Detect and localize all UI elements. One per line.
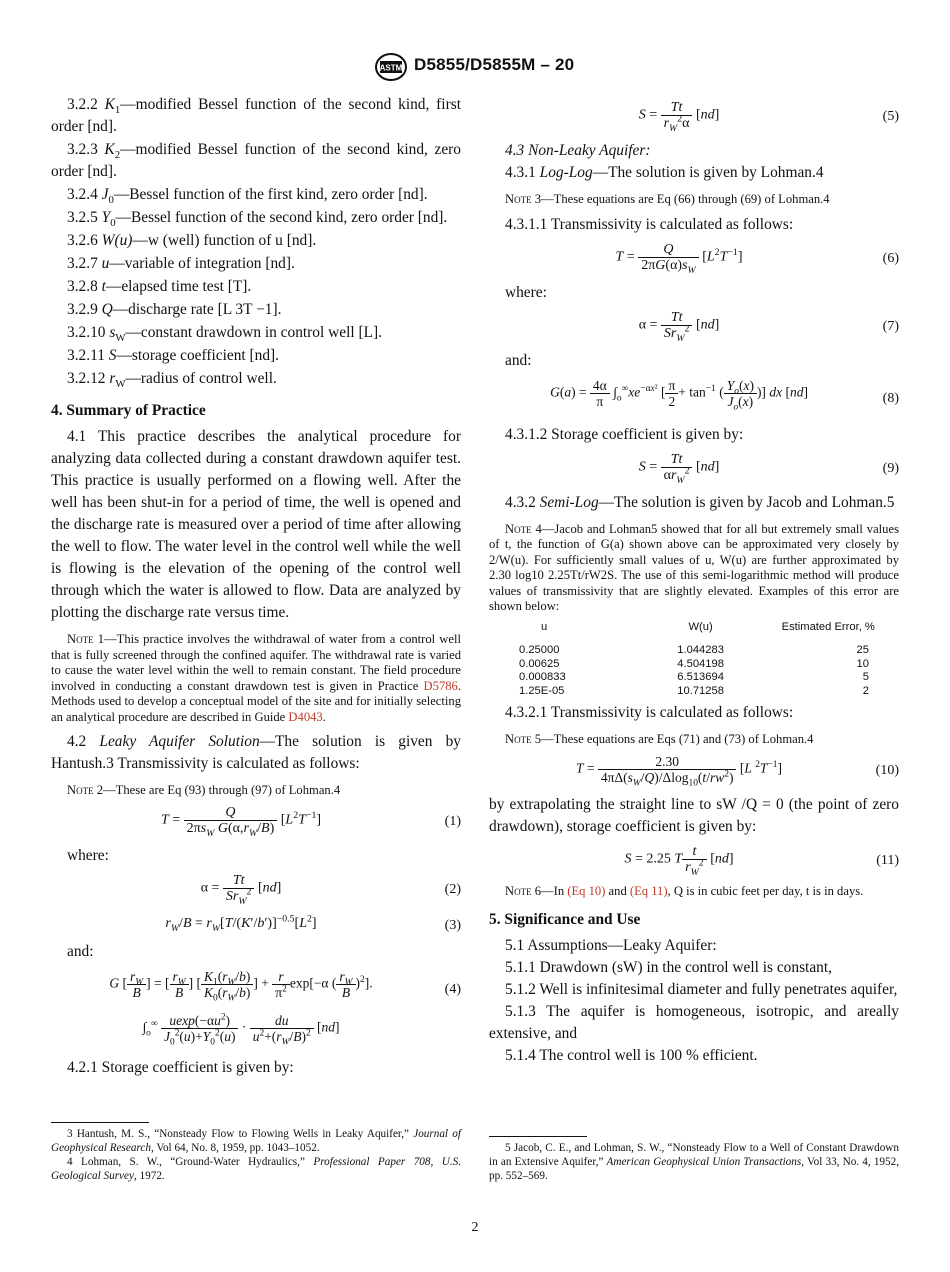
table-header: W(u) (688, 620, 713, 633)
note-6: Note 6—In (Eq 10) and (Eq 11), Q is in cubic feet per day, t is in days. (505, 883, 864, 898)
equation-8: G(a) = $\frac{4\alpha}{\pi}$ $\int_o^\infty xe^{-\alpha x^2}$ [ $\frac{\pi}{2}$ + $\tan^{-1}$ ( $\frac{Y_o(x)}{J_o(x)}$ )] dx [nd] (8) (550, 377, 899, 413)
paragraph-4-3-2: 4.3.2 Semi-Log—The solution is given by Jacob and Lohman.5 (505, 493, 895, 511)
paragraph-5-1-3: 5.1.3 The aquifer is homogeneous, isotropic, and areally extensive, and (489, 1003, 899, 1042)
equation-2: α = $\frac{Tt}{Sr_W^2}$ [nd] (2) (200, 872, 461, 907)
paragraph-5-1-2: 5.1.2 Well is infinitesimal diameter and fully penetrates aquifer, (505, 981, 898, 998)
paragraph-4-3: 4.3 Non-Leaky Aquifer: (505, 142, 651, 159)
note-2: Note 2—These are Eq (93) through (97) of Lohman.4 (67, 783, 341, 797)
definition-item: 3.2.2 $K_1—modified$ Bessel function of the second kind, first order [nd]. (51, 96, 461, 135)
note-3: Note 3—These equations are Eq (66) through (69) of Lohman.4 (505, 192, 830, 206)
table-row: 0.25000 1.044283 25 (519, 644, 869, 656)
right-column (489, 94, 899, 1067)
and-label: and: (67, 942, 94, 960)
d4043-link[interactable]: D4043 (288, 709, 323, 724)
equation-5: S = $\frac{Tt}{r_W^2\alpha}$ [nd] (5) (638, 100, 899, 134)
table-row: 0.00625 4.504198 10 (519, 657, 869, 670)
paragraph-4-3-1: 4.3.1 Log-Log—The solution is given by Lohman.4 (505, 164, 824, 181)
error-table (519, 621, 899, 699)
paragraph-4-2: 4.2 Leaky Aquifer Solution—The solution is given by Hantush.3 Transmissivity is calculated as follows: (51, 733, 461, 772)
svg-text:ASTM: ASTM (379, 63, 403, 73)
footnote-4: 4 Lohman, S. W., “Ground-Water Hydraulics,” Professional Paper 708, U.S. Geological Survey, 1972. (51, 1156, 461, 1182)
extrapolation-text: by extrapolating the straight line to sW /Q = 0 (the point of zero drawdown), storage coefficient is given by: (489, 795, 899, 835)
table-header: u (541, 620, 548, 633)
equation-4: G [ $\frac{r_W}{B}$ ] = [ $\frac{r_W}{B}$ ] [ $\frac{K_1(r_W/b)}{K_0(r_W/b)}$ ] + $\frac{r}{\pi^2}$ exp[−α ( $\frac{r_W}{B}$ )$^2$]. (4) (109, 968, 461, 1004)
right-footnotes (489, 1136, 899, 1183)
definition-item: 3.2.12 $r_W—radius$ of control well. (67, 370, 277, 391)
footnote-divider (489, 1136, 587, 1137)
equation-9: S = $\frac{Tt}{\alpha r_W^2}$ [nd] (9) (638, 451, 899, 486)
equation-10: T = $\frac{2.30}{4\pi\Delta(s_W/Q)/\Delta\log_{10}(t/rw^2)}$ [L $^2T^{-1}$] (10) (576, 753, 899, 789)
definition-item: 3.2.4 $J_0—Bessel$ function of the first kind, zero order [nd]. (67, 186, 428, 207)
section-heading: 5. Significance and Use (489, 911, 641, 928)
paragraph-4-1: 4.1 This practice describes the analytical procedure for analyzing data collected during a constant drawdown aquifer test. This practice is usually performed on a flowing well. After the well has been shut-in for a period of time, the well is opened and the discharge rate is measured over a period of time after allowing the well to flow. The water level in the control well while the well is flowing is the elevation of the opening of the control well through which the water is allowed to flow. Data are analyzed by plotting the discharge rate versus time. (51, 428, 461, 621)
definition-item: 3.2.7 u—variable of integration [nd]. (67, 255, 295, 272)
page-number: 2 (471, 1220, 479, 1235)
eq11-link[interactable]: (Eq 11) (629, 883, 668, 898)
where-label: where: (505, 283, 547, 301)
footnote-5: 5 Jacob, C. E., and Lohman, S. W., “Nonsteady Flow to a Well of Constant Drawdown in an Extensive Aquifer,” American Geophysical Union Transactions, Vol 33, No. 4, 1952, pp. 552–569. (489, 1142, 900, 1182)
paragraph-4-3-2-1: 4.3.2.1 Transmissivity is calculated as follows: (505, 704, 794, 721)
definition-item: 3.2.3 $K_2—modified$ Bessel function of the second kind, zero order [nd]. (51, 141, 461, 180)
paragraph-4-2-1: 4.2.1 Storage coefficient is given by: (67, 1058, 294, 1076)
paragraph-5-1-1: 5.1.1 Drawdown (sW) in the control well is constant, (505, 959, 832, 976)
equation-7: α = $\frac{Tt}{Sr_W^2}$ [nd] (7) (638, 309, 899, 344)
definition-item: 3.2.10 $s_W—constant$ drawdown in control well [L]. (67, 324, 382, 345)
equation-11: S = 2.25 T $\frac{t}{r_W^2}$ [nd] (11) (624, 843, 899, 878)
table-header-row (519, 621, 899, 645)
where-label: where: (67, 846, 109, 864)
equation-1: T = $\frac{Q}{2\pi s_W G(\alpha,r_W/B)}$ $[L^2T^{-1}]$ (1) (160, 804, 461, 839)
left-column (51, 94, 461, 1079)
table-row: 1.25E-05 10.71258 2 (519, 684, 869, 697)
section-heading: 4. Summary of Practice (51, 402, 206, 419)
definition-item: 3.2.11 S—storage coefficient [nd]. (67, 347, 280, 364)
d5786-link[interactable]: D5786 (423, 678, 458, 693)
paragraph-4-3-1-1: 4.3.1.1 Transmissivity is calculated as follows: (505, 215, 794, 233)
footnote-divider (51, 1122, 149, 1123)
equation-6: T = $\frac{Q}{2\pi G(\alpha)s_W}$ $[L^2T^{-1}]$ (6) (615, 241, 899, 276)
definition-item: 3.2.5 $Y_0—Bessel$ function of the second kind, zero order [nd]. (67, 209, 448, 230)
definition-item: 3.2.6 W(u)—w (well) function of u [nd]. (67, 232, 317, 249)
table-row: 0.000833 6.513694 5 (519, 671, 869, 683)
note-5: Note 5—These equations are Eqs (71) and (73) of Lohman.4 (505, 732, 814, 746)
document-id: D5855/D5855M – 20 (414, 55, 575, 74)
note-4: Note 4—Jacob and Lohman5 showed that for all but extremely small values of t, the function of G(a) shown above can be approximated very closely by 2/W(u). For sufficiently small values of u, W(u) are further approximated by 2.30 log10 2.25Tt/rW2S. The use of this semi-logarithmic method will produce values of transmissivity that are slightly elevated. Examples of this error are shown below: (489, 521, 899, 613)
page-header (0, 52, 950, 86)
note-1: Note 1—This practice involves the withdrawal of water from a control well that is fully screened through the confined aquifer. The withdrawal rate is varied to cause the water level within the well to remain constant. The field procedure involved in conducting a constant drawdown test is given in Practice D5786. Methods used to develop a conceptual model of the site and for initially selecting an analytical procedure are described in Guide D4043. (51, 632, 461, 724)
astm-logo-icon (374, 52, 408, 82)
left-footnotes (51, 1122, 461, 1183)
equation-3: $r_W/B = r_W[T/(K'/b')]^{-0.5}[L^2]$ (3) (165, 912, 461, 934)
and-label: and: (505, 351, 532, 369)
definition-item: 3.2.8 t—elapsed time test [T]. (67, 278, 252, 295)
paragraph-5-1: 5.1 Assumptions—Leaky Aquifer: (505, 937, 717, 954)
equation-4-integral: $\int_o^\infty$ $\frac{uexp(-\alpha u^2)}{J_0^2(u)+Y_0^2(u)}$ · $\frac{du}{u^2+(r_W/B)^2}$ [nd] (142, 1012, 340, 1048)
definition-item: 3.2.9 Q—discharge rate [L 3T −1]. (67, 301, 282, 318)
paragraph-4-3-1-2: 4.3.1.2 Storage coefficient is given by: (505, 425, 744, 443)
paragraph-5-1-4: 5.1.4 The control well is 100 % efficient. (505, 1047, 758, 1064)
eq10-link[interactable]: (Eq 10) (567, 883, 606, 898)
table-header: Estimated Error, % (781, 620, 875, 633)
footnote-3: 3 Hantush, M. S., “Nonsteady Flow to Flowing Wells in Leaky Aquifer,” Journal of Geophysical Research, Vol 64, No. 8, 1959, pp. 1043–1052. (51, 1128, 461, 1154)
